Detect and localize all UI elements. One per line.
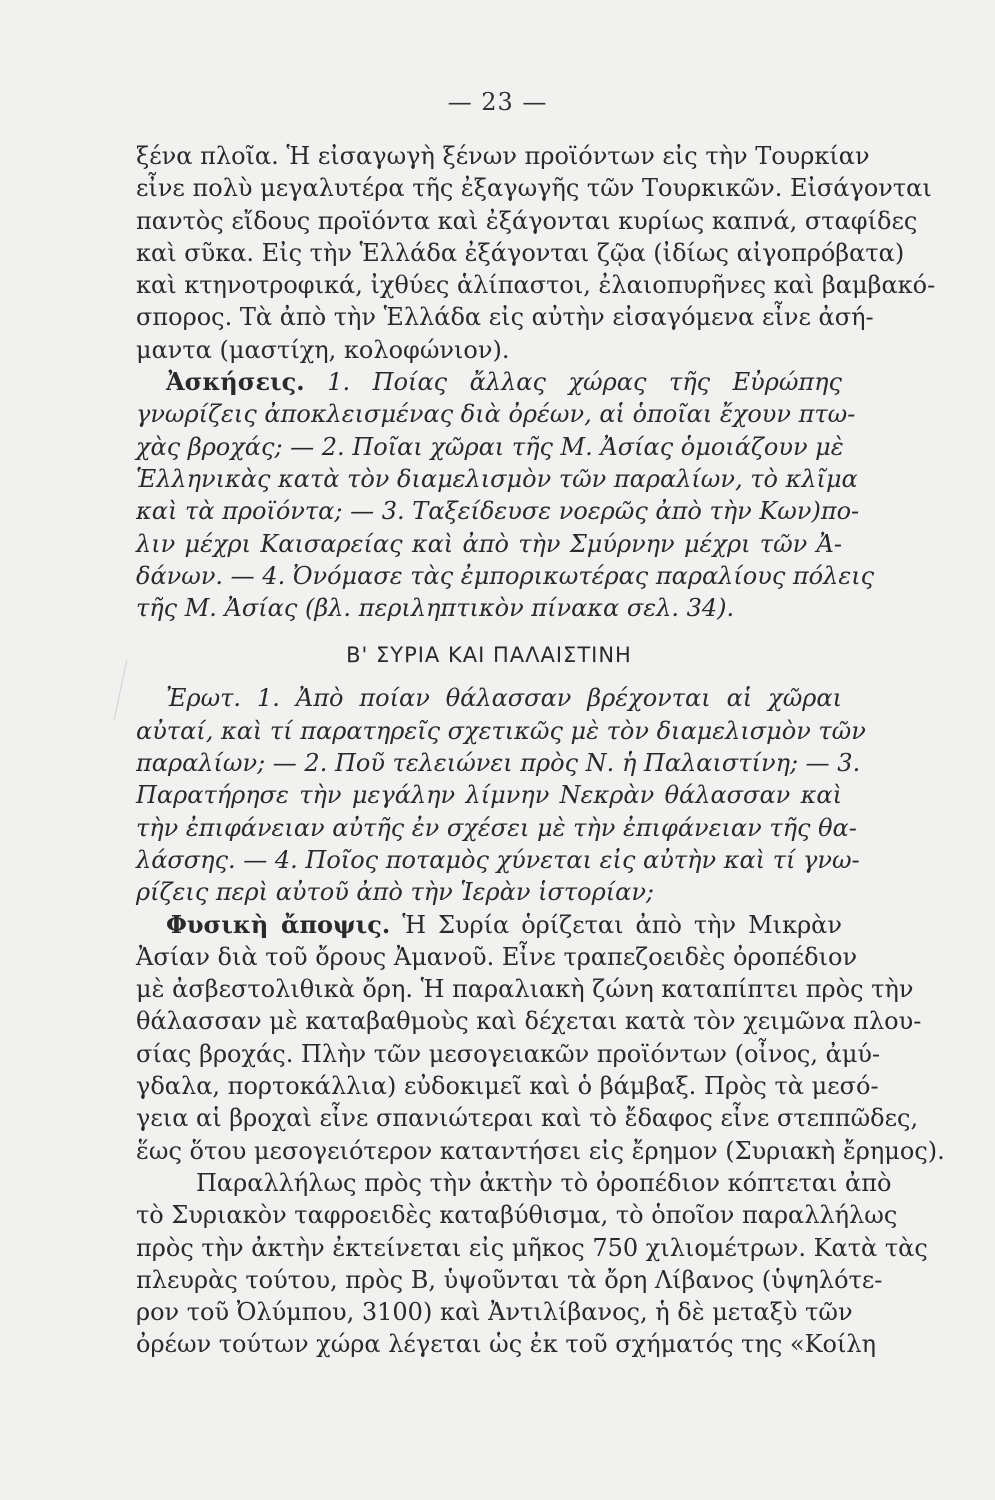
question-line: τὴν ἐπιφάνειαν αὐτῆς ἐν σχέσει μὲ τὴν ἐπιφάνειαν τῆς θα- [136,813,857,842]
text-line: εἶνε πολὺ μεγαλυτέρα τῆς ἐξαγωγῆς τῶν Τουρκικῶν. Εἰσάγονται [136,174,932,203]
exercise-text: 1. Ποίας ἄλλας χώρας τῆς Εὐρώπης [327,368,842,397]
physical-text: Ἡ Συρία ὁρίζεται ἀπὸ τὴν Μικρὰν [402,910,842,939]
exercise-line [136,366,842,398]
physical-line: γεια αἱ βροχαὶ εἶνε σπανιώτεραι καὶ τὸ ἔδαφος εἶνε στεππῶδες, [136,1104,919,1133]
page-number: — 23 — [447,88,548,116]
exercise-line: λιν μέχρι Καισαρείας καὶ ἀπὸ τὴν Σμύρνην μέχρι τῶν Ἀ- [136,529,842,558]
physical-line: ἕως ὅτου μεσογειότερον καταντήσει εἰς ἔρημον (Συριακὴ ἔρημος). [136,1136,945,1165]
paragraph-line: Παραλλήλως πρὸς τὴν ἀκτὴν τὸ ὀροπέδιον κόπτεται ἀπὸ [196,1168,892,1197]
paragraph-line: ρον τοῦ Ὀλύμπου, 3100) καὶ Ἀντιλίβανος, ἡ δὲ μεταξὺ τῶν [136,1298,853,1327]
exercise-line: χὰς βροχάς; — 2. Ποῖαι χῶραι τῆς Μ. Ἀσίας ὁμοιάζουν μὲ [136,432,844,461]
paragraph-line: ὀρέων τούτων χώρα λέγεται ὡς ἐκ τοῦ σχήματός της «Κοίλη [136,1330,876,1359]
paragraph-line: πλευρὰς τούτου, πρὸς Β, ὑψοῦνται τὰ ὄρη Λίβανος (ὑψηλότε- [136,1265,883,1294]
question-line: Παρατήρησε τὴν μεγάλην λίμνην Νεκρὰν θάλασσαν καὶ [136,781,842,810]
physical-line [136,909,842,941]
question-line [136,682,842,714]
physical-line: μὲ ἀσβεστολιθικὰ ὄρη. Ἡ παραλιακὴ ζώνη καταπίπτει πρὸς τὴν [136,975,914,1004]
questions-label: Ἐρωτ. [166,684,242,713]
exercises-label: Ἀσκήσεις. [166,367,305,397]
page-text [136,140,945,1361]
exercise-line: γνωρίζεις ἀποκλεισμένας διὰ ὀρέων, αἱ ὁποῖαι ἔχουν πτω- [136,400,856,429]
text-line: ξένα πλοῖα. Ἡ εἰσαγωγὴ ξένων προϊόντων εἰς τὴν Τουρκίαν [136,142,870,170]
text-line: παντὸς εἴδους προϊόντα καὶ ἐξάγονται κυρίως καπνά, σταφίδες [136,206,918,235]
question-text: 1. Ἀπὸ ποίαν θάλασσαν βρέχονται αἱ χῶραι [257,684,842,713]
question-line: αὐταί, καὶ τί παρατηρεῖς σχετικῶς μὲ τὸν διαμελισμὸν τῶν [136,716,866,745]
paragraph-line: πρὸς τὴν ἀκτὴν ἐκτείνεται εἰς μῆκος 750 χιλιομέτρων. Κατὰ τὰς [136,1233,928,1262]
exercise-line: Ἑλληνικὰς κατὰ τὸν διαμελισμὸν τῶν παραλίων, τὸ κλῖμα [136,464,858,493]
exercise-line: δάνων. — 4. Ὀνόμασε τὰς ἐμπορικωτέρας παραλίους πόλεις [136,561,875,590]
text-line: σπορος. Τὰ ἀπὸ τὴν Ἑλλάδα εἰς αὐτὴν εἰσαγόμενα εἶνε ἀσή- [136,303,874,332]
question-line: λάσσης. — 4. Ποῖος ποταμὸς χύνεται εἰς αὐτὴν καὶ τί γνω- [136,845,860,874]
physical-line: Ἀσίαν διὰ τοῦ ὄρους Ἀμανοῦ. Εἶνε τραπεζοειδὲς ὀροπέδιον [136,942,858,971]
text-line: μαντα (μαστίχη, κολοφώνιον). [136,335,510,364]
physical-line: θάλασσαν μὲ καταβαθμοὺς καὶ δέχεται κατὰ τὸν χειμῶνα πλου- [136,1007,922,1036]
physical-line: σίας βροχάς. Πλὴν τῶν μεσογειακῶν προϊόντων (οἶνος, ἀμύ- [136,1039,881,1068]
exercise-line: τῆς Μ. Ἀσίας (βλ. περιληπτικὸν πίνακα σελ. 34). [136,594,735,623]
text-line: καὶ κτηνοτροφικά, ἰχθύες ἁλίπαστοι, ἐλαιοπυρῆνες καὶ βαμβακό- [136,271,936,300]
question-line: παραλίων; — 2. Ποῦ τελειώνει πρὸς Ν. ἡ Παλαιστίνη; — 3. [136,749,861,778]
question-line: ρίζεις περὶ αὐτοῦ ἀπὸ τὴν Ἱερὰν ἱστορίαν; [136,878,654,907]
physical-line: γδαλα, πορτοκάλλια) εὐδοκιμεῖ καὶ ὁ βάμβαξ. Πρὸς τὰ μεσό- [136,1072,879,1101]
physical-label: Φυσικὴ ἄποψις. [166,909,391,939]
text-line: καὶ σῦκα. Εἰς τὴν Ἑλλάδα ἐξάγονται ζῷα (ἰδίως αἰγοπρόβατα) [136,238,905,267]
paragraph-line: τὸ Συριακὸν ταφροειδὲς καταβύθισμα, τὸ ὁποῖον παραλλήλως [136,1201,898,1230]
exercise-line: καὶ τὰ προϊόντα; — 3. Ταξείδευσε νοερῶς ἀπὸ τὴν Κων)πο- [136,497,860,526]
section-title: Β' ΣΥΡΙΑ ΚΑΙ ΠΑΛΑΙΣΤΙΝΗ [346,643,632,668]
